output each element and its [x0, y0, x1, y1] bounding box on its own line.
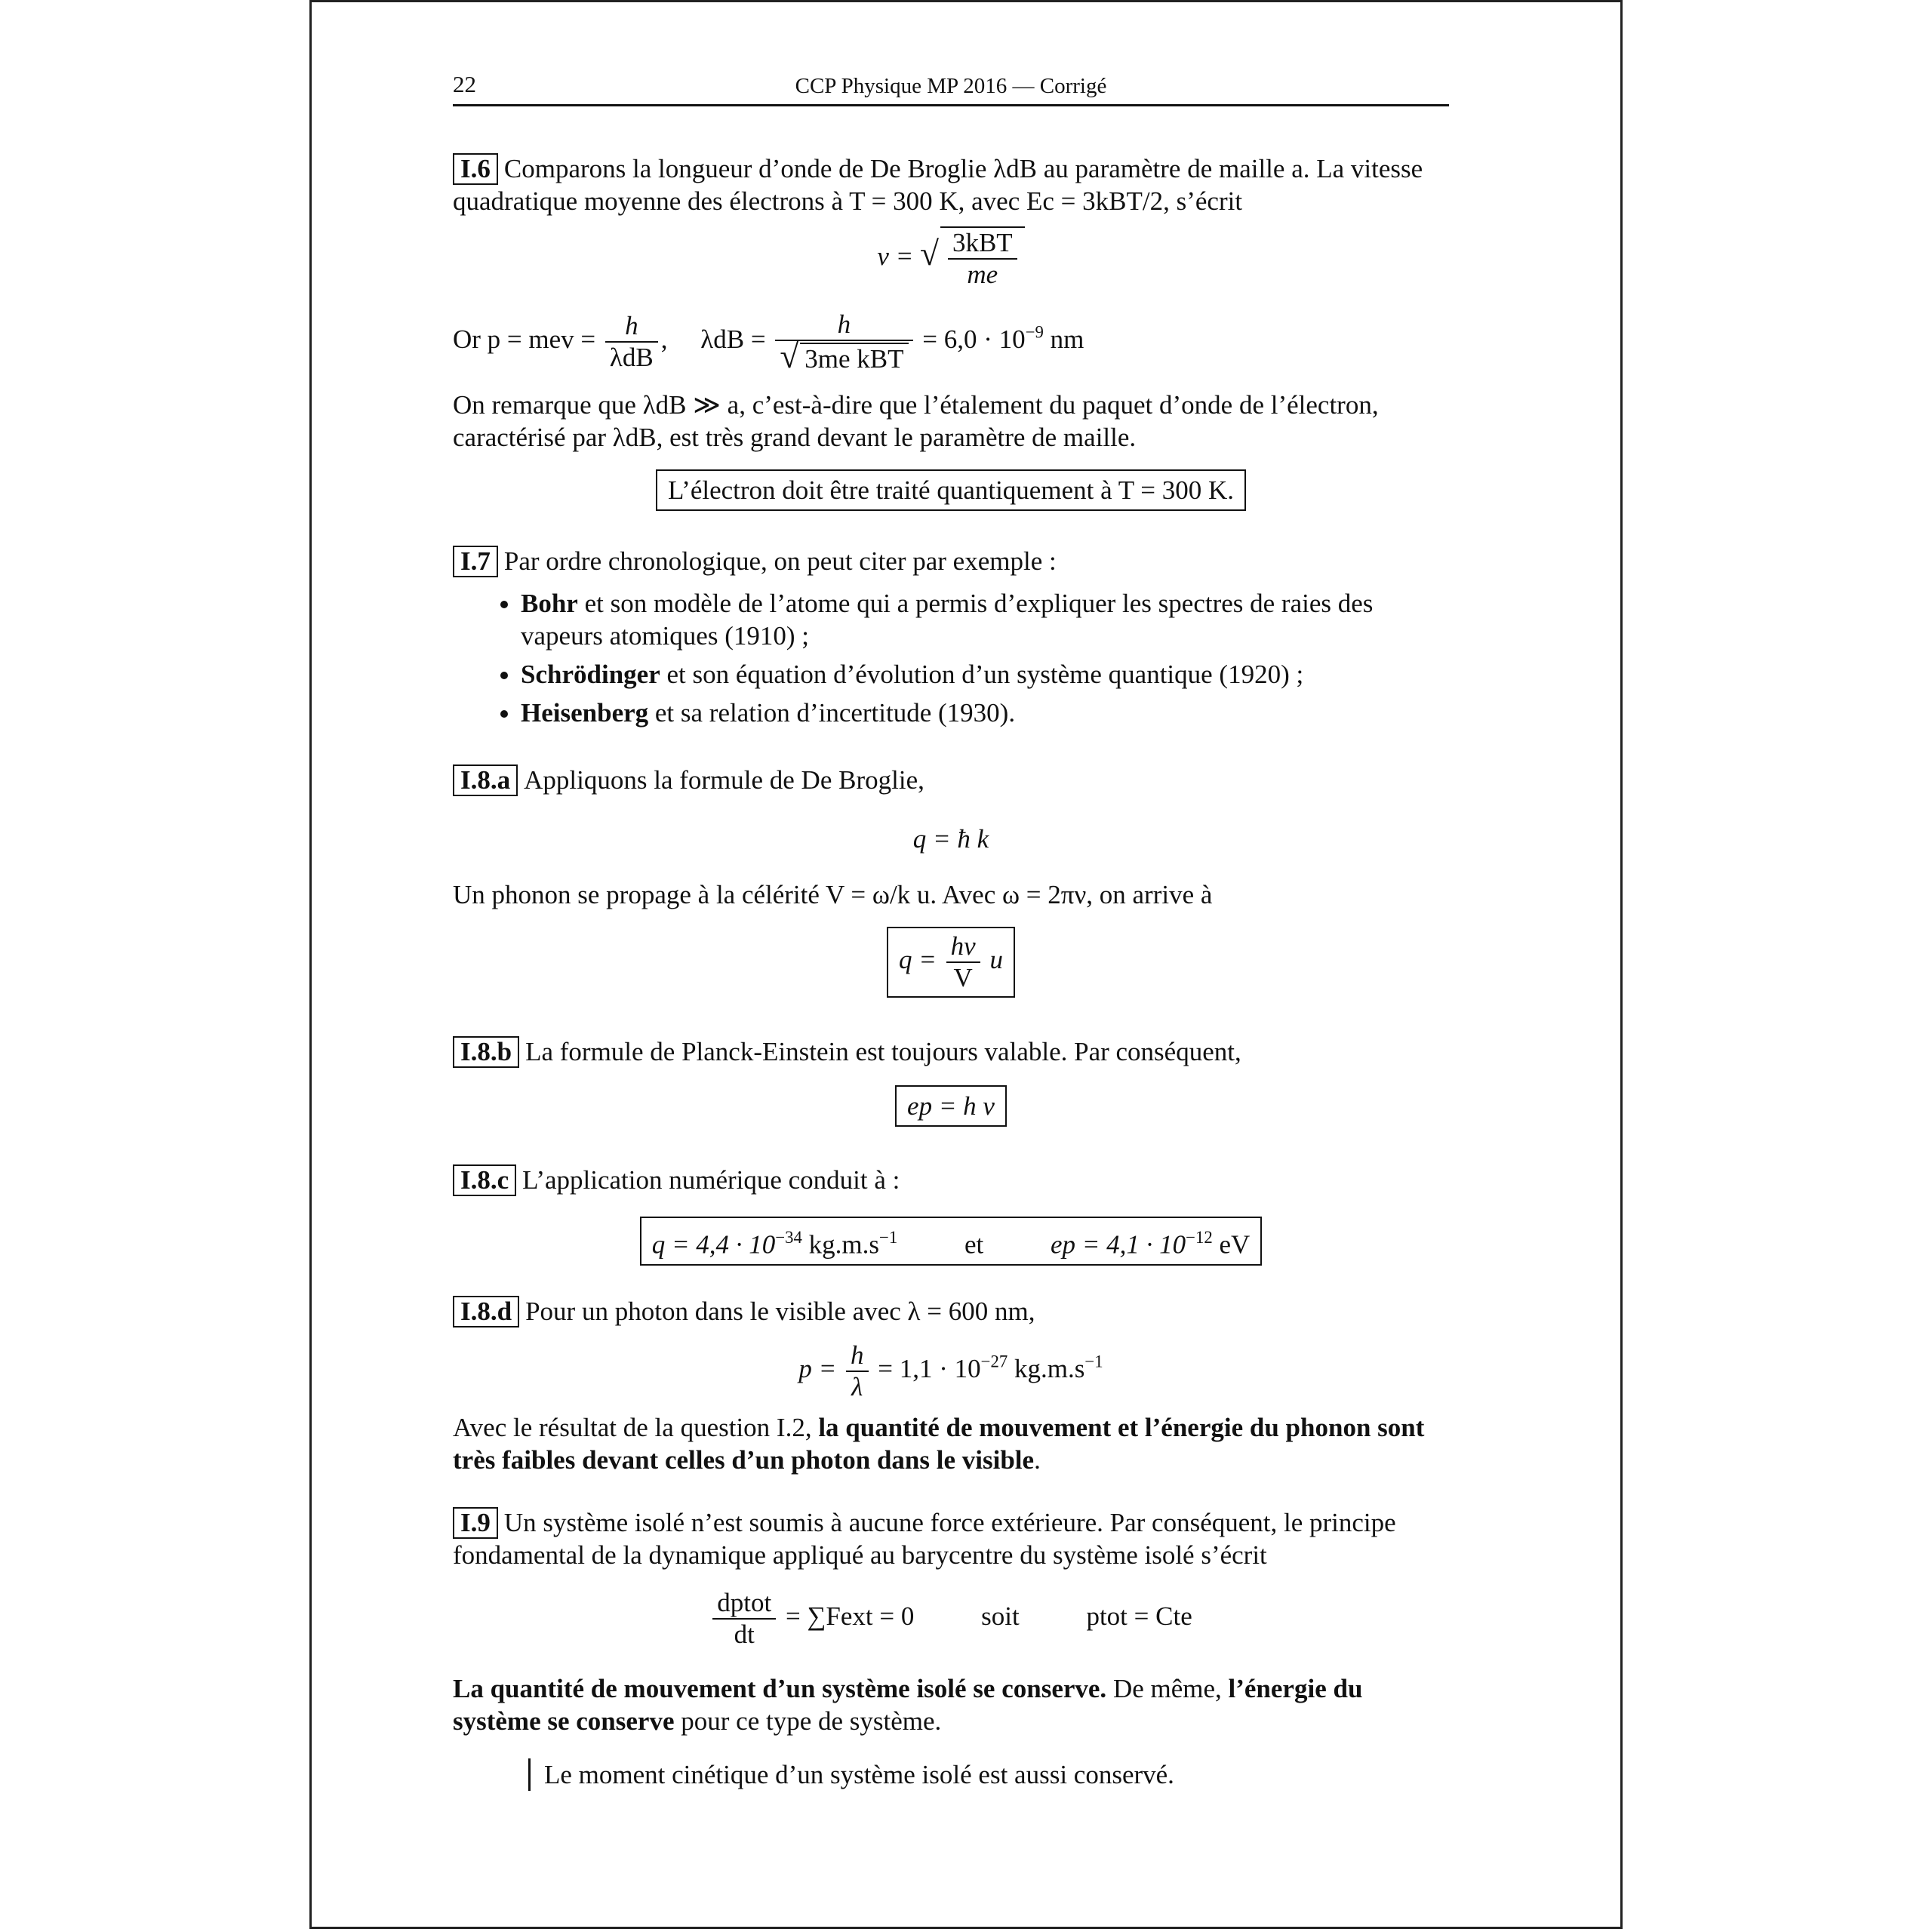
fraction-denominator: λ: [851, 1372, 863, 1401]
list-item-text: et son modèle de l’atome qui a permis d’expliquer les spectres de raies des vapeurs atomiques (1910) ;: [521, 589, 1374, 651]
fraction-denominator: λdB: [609, 343, 654, 372]
side-remark: [453, 1758, 1449, 1791]
text: Avec le résultat de la question I.2,: [453, 1413, 819, 1442]
fraction-numerator: h: [846, 1340, 869, 1372]
list-item: [521, 697, 1449, 729]
fraction-denominator: 3me kBT: [800, 343, 908, 374]
text: pour ce type de système.: [674, 1706, 942, 1736]
paragraph-remark: On remarque que λdB ≫ a, c’est-à-dire que l’étalement du paquet d’onde de l’électron, caractérisé par λdB, est très grand devant le paramètre de maille.: [453, 390, 1379, 452]
equation-lhs: p =: [798, 1354, 837, 1384]
page-header: [453, 69, 1449, 106]
remark-text: Le moment cinétique d’un système isolé est aussi conservé.: [528, 1758, 1449, 1791]
paragraph-phonon: Un phonon se propage à la célérité V = ω/k u. Avec ω = 2πν, on arrive à: [453, 880, 1213, 909]
fraction-numerator: hν: [946, 931, 980, 963]
equation-text: , λdB =: [660, 325, 766, 355]
conclusion-box: L’électron doit être traité quantiquement à T = 300 K.: [656, 469, 1246, 511]
equation-v: [453, 226, 1449, 290]
equation-right: ptot = Cte: [1086, 1601, 1192, 1632]
unit: kg.m.s: [801, 1229, 880, 1260]
fraction-denominator: me: [967, 260, 998, 289]
bold-text: l’énergie du système se conserve: [453, 1674, 1363, 1736]
question-label: I.8.a: [453, 764, 518, 796]
fraction-numerator: dptot: [712, 1588, 776, 1620]
equation-text: Or p = mev =: [453, 325, 596, 355]
exponent: −1: [879, 1228, 898, 1247]
question-label: I.7: [453, 546, 498, 577]
list-item-text: et sa relation d’incertitude (1930).: [648, 698, 1016, 728]
section-i8d: [453, 1295, 1449, 1327]
conclusion-box-wrapper: [453, 469, 1449, 511]
section-i9: [453, 1506, 1449, 1571]
conjunction: soit: [981, 1601, 1020, 1632]
conjunction: et: [964, 1229, 984, 1260]
equation-q: q = 4,4 · 10: [651, 1229, 776, 1260]
paragraph: L’application numérique conduit à :: [522, 1165, 900, 1195]
exponent: −34: [775, 1228, 802, 1247]
exponent: −1: [1084, 1352, 1103, 1371]
section-i8b: [453, 1035, 1449, 1068]
unit: kg.m.s: [1008, 1354, 1085, 1384]
question-label: I.9: [453, 1507, 498, 1539]
bold-text: La quantité de mouvement d’un système isolé se conserve.: [453, 1674, 1107, 1703]
paragraph: Pour un photon dans le visible avec λ = 600 nm,: [525, 1297, 1035, 1326]
boxed-equation-ep: [453, 1085, 1449, 1127]
section-i7: [453, 545, 1449, 577]
list-item-text: et son équation d’évolution d’un système quantique (1920) ;: [660, 660, 1304, 689]
equation-rhs: = 1,1 · 10: [878, 1354, 981, 1384]
equation-de-broglie: Or p = mev = $\frac{h}{\text{λdB}}$ , λdB = $\frac{h}{\text{√ 3me kBT}}$ = $6,0 \cdot 10^{-9}$ nm: [453, 309, 1084, 375]
sqrt-sign: √: [919, 234, 939, 273]
fraction-numerator: h: [605, 311, 658, 343]
question-label: I.8.c: [453, 1164, 516, 1196]
equation-lhs: q =: [899, 945, 937, 975]
text: De même,: [1106, 1674, 1229, 1703]
equation-ep: ep = 4,1 · 10: [1051, 1229, 1186, 1260]
paragraph: Appliquons la formule de De Broglie,: [524, 765, 924, 795]
equation-rhs: u: [989, 945, 1003, 975]
paragraph: La formule de Planck-Einstein est toujours valable. Par conséquent,: [525, 1037, 1241, 1066]
paragraph: Par ordre chronologique, on peut citer par exemple :: [503, 546, 1057, 576]
equation-middle: = ∑Fext = 0: [785, 1601, 915, 1632]
fraction-denominator: V: [953, 963, 973, 992]
fraction-numerator: 3kBT: [948, 228, 1017, 260]
section-i8c: [453, 1164, 1449, 1196]
list-item: [521, 587, 1449, 652]
fraction-numerator: h: [775, 309, 912, 341]
boxed-equation-q: [453, 927, 1449, 998]
exponent: −12: [1186, 1228, 1213, 1247]
section-i8a: [453, 764, 1449, 796]
list-item-name: Bohr: [521, 589, 578, 618]
question-label: I.8.b: [453, 1036, 519, 1068]
paragraph-conclusion-i9: [453, 1672, 1449, 1737]
page-number: 22: [453, 71, 476, 97]
list-item-name: Schrödinger: [521, 660, 660, 689]
equation-lhs: v =: [877, 242, 914, 272]
equation-q-hk: q = ħ k: [912, 824, 989, 854]
equation-result: = 6,0 · 10: [922, 325, 1026, 355]
equation-box: ep = h ν: [895, 1085, 1007, 1127]
question-label: I.8.d: [453, 1296, 519, 1327]
list-item-name: Heisenberg: [521, 698, 649, 728]
bold-text: la quantité de mouvement et l’énergie du phonon sont très faibles devant celles d’un photon dans le visible: [453, 1413, 1425, 1475]
question-label: I.6: [453, 153, 498, 185]
list-item: [521, 658, 1449, 691]
unit: nm: [1043, 325, 1084, 355]
equation-p-photon: [453, 1340, 1449, 1402]
paragraph: Comparons la longueur d’onde de De Broglie λdB au paramètre de maille a. La vitesse quadratique moyenne des électrons à T = 300 K, avec Ec = 3kBT/2, s’écrit: [453, 154, 1423, 216]
exponent: −27: [980, 1352, 1008, 1371]
boxed-equation-values: [453, 1217, 1449, 1266]
fraction-denominator: dt: [734, 1620, 755, 1649]
unit: eV: [1212, 1229, 1251, 1260]
bullet-list: [453, 587, 1449, 735]
text: .: [1034, 1445, 1041, 1475]
section-i6: [453, 152, 1449, 217]
paragraph-conclusion-i8d: [453, 1411, 1449, 1476]
paragraph: Un système isolé n’est soumis à aucune force extérieure. Par conséquent, le principe fondamental de la dynamique appliqué au barycentre du système isolé s’écrit: [453, 1508, 1396, 1570]
running-title: CCP Physique MP 2016 — Corrigé: [795, 74, 1107, 98]
exponent: −9: [1025, 322, 1044, 342]
equation-momentum: [453, 1588, 1449, 1650]
